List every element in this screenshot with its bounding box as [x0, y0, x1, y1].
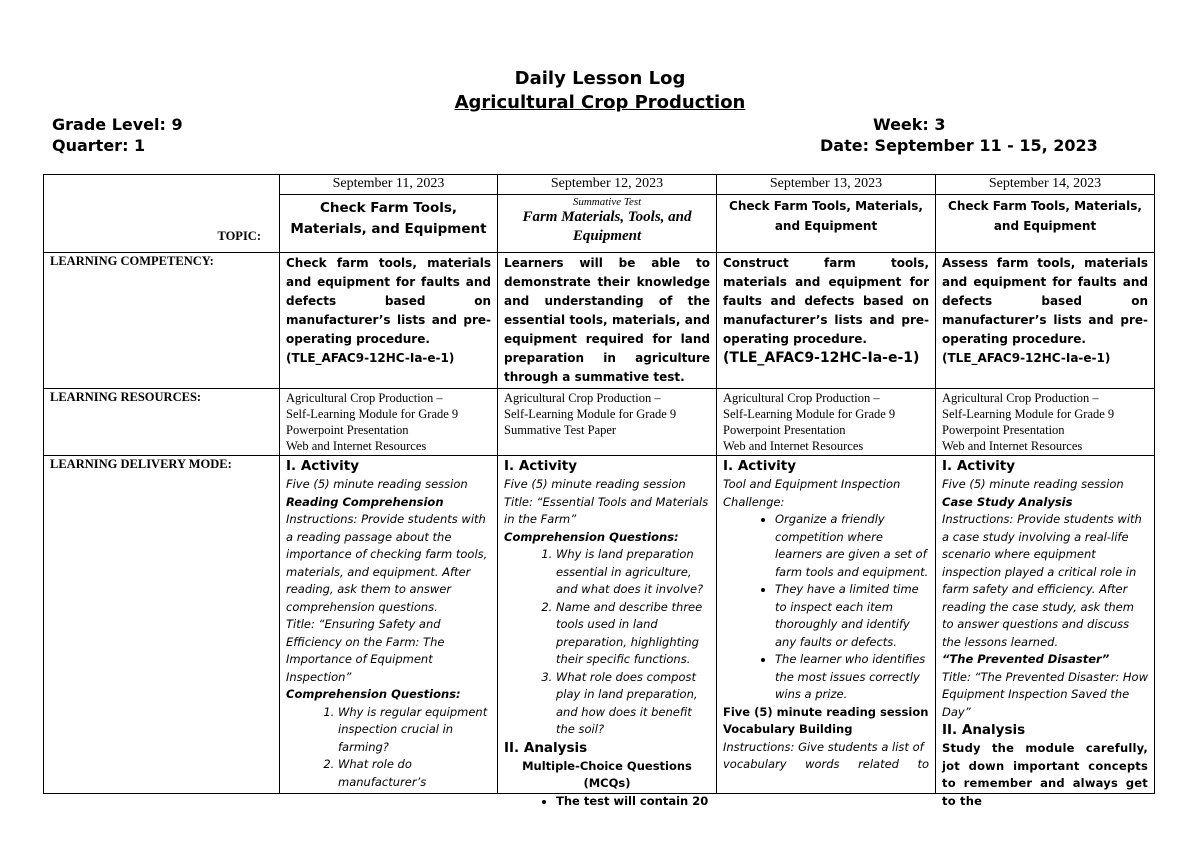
delivery-cell: [280, 456, 498, 794]
resource-item: Self-Learning Module for Grade 9: [504, 407, 677, 421]
section-heading: II. Analysis: [504, 739, 588, 756]
subheading: Case Study Analysis: [942, 494, 1073, 509]
list-item: 3. What role does compost play in land preparation, and how does it benefit the soil?: [556, 669, 710, 739]
session-text: Five (5) minute reading session: [504, 477, 686, 491]
lesson-log-table: [43, 174, 1155, 808]
mcq-heading: Multiple-Choice Questions (MCQs): [522, 758, 692, 790]
resource-item: Web and Internet Resources: [942, 439, 1083, 453]
section-heading: I. Activity: [942, 458, 1016, 474]
competency-text: Check farm tools, materials and equipment for faults and defects based on manufacturer’s lists and pre-operating procedure.: [286, 256, 491, 346]
competency-text: Learners will be able to demonstrate their knowledge and understanding of the essential tools, materials, and equipment required for land preparation in agriculture through a summative test.: [504, 256, 710, 384]
competency-cell: [717, 253, 936, 389]
topic-cell: [717, 195, 936, 253]
session-text: Five (5) minute reading session: [286, 477, 468, 491]
resource-item: Powerpoint Presentation: [723, 423, 846, 437]
section-heading: I. Activity: [504, 458, 578, 474]
competency-code: (TLE_AFAC9-12HC-Ia-e-1): [723, 350, 920, 366]
list-item: • The learner who identifies the most issues correctly wins a prize.: [775, 651, 929, 704]
date-range: Date: September 11 - 15, 2023: [820, 136, 1098, 155]
topic-text: Farm Materials, Tools, and Equipment: [522, 209, 692, 244]
resource-item: Self-Learning Module for Grade 9: [723, 407, 896, 421]
week: Week: 3: [873, 115, 946, 134]
competency-code: (TLE_AFAC9-12HC-Ia-e-1): [286, 351, 455, 365]
title-text: Title: “Ensuring Safety and Efficiency on the Farm: The Importance of Equipment Inspection”: [286, 617, 445, 684]
date-cell: September 11, 2023: [280, 175, 498, 195]
delivery-label: LEARNING DELIVERY MODE:: [44, 456, 280, 794]
subheading: Reading Comprehension: [286, 494, 444, 509]
questions-heading: Comprehension Questions:: [504, 529, 679, 544]
section-heading: I. Activity: [723, 458, 797, 474]
resource-item: Agricultural Crop Production –: [286, 391, 443, 405]
title-text: Title: “Essential Tools and Materials in the Farm”: [504, 494, 709, 526]
document-subtitle: Agricultural Crop Production: [454, 92, 746, 113]
session-text: Five (5) minute reading session: [723, 704, 929, 719]
topic-label: TOPIC:: [44, 175, 280, 253]
resources-cell: [936, 389, 1155, 456]
topic-text: Check Farm Tools, Materials, and Equipment: [729, 199, 923, 233]
resource-item: Summative Test Paper: [504, 423, 617, 437]
analysis-text: Study the module carefully, jot down important concepts to remember and always get to the: [942, 741, 1148, 808]
resource-item: Web and Internet Resources: [286, 439, 427, 453]
list-item: • Organize a friendly competition where learners are given a set of farm tools and equipment.: [775, 511, 929, 581]
competency-code: (TLE_AFAC9-12HC-Ia-e-1): [942, 351, 1111, 365]
competency-text: Construct farm tools, materials and equipment for faults and defects based on manufacturer’s lists and pre-operating procedure.: [723, 256, 929, 346]
title-text: Title: “The Prevented Disaster: How Equipment Inspection Saved the Day”: [942, 669, 1148, 719]
section-heading: II. Analysis: [942, 722, 1026, 738]
delivery-cell: [717, 456, 936, 794]
resources-cell: [717, 389, 936, 456]
resource-item: Powerpoint Presentation: [286, 423, 409, 437]
topic-text: Check Farm Tools, Materials, and Equipment: [290, 200, 487, 237]
instructions-text-cont: vocabulary words related to: [723, 757, 929, 771]
resource-item: Powerpoint Presentation: [942, 423, 1065, 437]
question-list: [504, 546, 710, 739]
quarter: Quarter: 1: [52, 136, 146, 155]
topic-label-small: Summative Test: [572, 196, 642, 208]
bullet-list: [723, 511, 929, 704]
section-heading: I. Activity: [286, 458, 360, 474]
questions-heading: Comprehension Questions:: [286, 687, 461, 701]
subheading: Vocabulary Building: [723, 722, 853, 736]
date-cell: September 13, 2023: [717, 175, 936, 195]
resource-item: Self-Learning Module for Grade 9: [942, 407, 1115, 421]
topic-cell: [498, 195, 717, 253]
list-item: 2. What role do manufacturer’s: [338, 756, 491, 791]
resource-item: Agricultural Crop Production –: [504, 391, 661, 405]
session-text: Five (5) minute reading session: [942, 477, 1124, 491]
bullet-list: [504, 793, 710, 811]
instructions-text: Instructions: Provide students with a reading passage about the importance of checking farm tools, materials, and equipment. After reading, ask them to answer comprehension questions.: [286, 512, 488, 614]
competency-cell: [280, 253, 498, 389]
resources-cell: [280, 389, 498, 456]
list-item: 1. Why is regular equipment inspection crucial in farming?: [338, 704, 491, 757]
resource-item: Self-Learning Module for Grade 9: [286, 407, 459, 421]
instructions-text: Instructions: Give students a list of: [723, 739, 924, 754]
question-list: [286, 704, 491, 792]
list-item: 2. Name and describe three tools used in land preparation, highlighting their specific functions.: [556, 599, 710, 669]
competency-label: LEARNING COMPETENCY:: [44, 253, 280, 389]
grade-level: Grade Level: 9: [52, 115, 183, 134]
resource-item: Web and Internet Resources: [723, 439, 864, 453]
delivery-cell: [498, 456, 717, 808]
topic-cell: [936, 195, 1155, 253]
resource-item: Agricultural Crop Production –: [723, 391, 880, 405]
list-item: • The test will contain 20: [556, 793, 710, 811]
challenge-text: Tool and Equipment Inspection Challenge:: [723, 477, 901, 509]
resources-label: LEARNING RESOURCES:: [44, 389, 280, 456]
story-title: “The Prevented Disaster”: [942, 652, 1110, 666]
competency-text: Assess farm tools, materials and equipment for faults and defects based on manufacturer’s lists and pre-operating procedure.: [942, 256, 1148, 346]
topic-cell: [280, 195, 498, 253]
list-item: • They have a limited time to inspect each item thoroughly and identify any faults or defects.: [775, 581, 929, 651]
competency-cell: [936, 253, 1155, 389]
instructions-text: Instructions: Provide students with a case study involving a real-life scenario where equipment inspection played a critical role in farm safety and efficiency. After reading the case study, ask them to answer questions and discuss the lessons learned.: [942, 512, 1142, 649]
competency-cell: [498, 253, 717, 389]
list-item: 1. Why is land preparation essential in agriculture, and what does it involve?: [556, 546, 710, 599]
date-cell: September 12, 2023: [498, 175, 717, 195]
resource-item: Agricultural Crop Production –: [942, 391, 1099, 405]
date-cell: September 14, 2023: [936, 175, 1155, 195]
delivery-cell: [936, 456, 1155, 808]
document-title: Daily Lesson Log: [514, 68, 686, 89]
resources-cell: [498, 389, 717, 456]
topic-text: Check Farm Tools, Materials, and Equipment: [948, 199, 1142, 233]
